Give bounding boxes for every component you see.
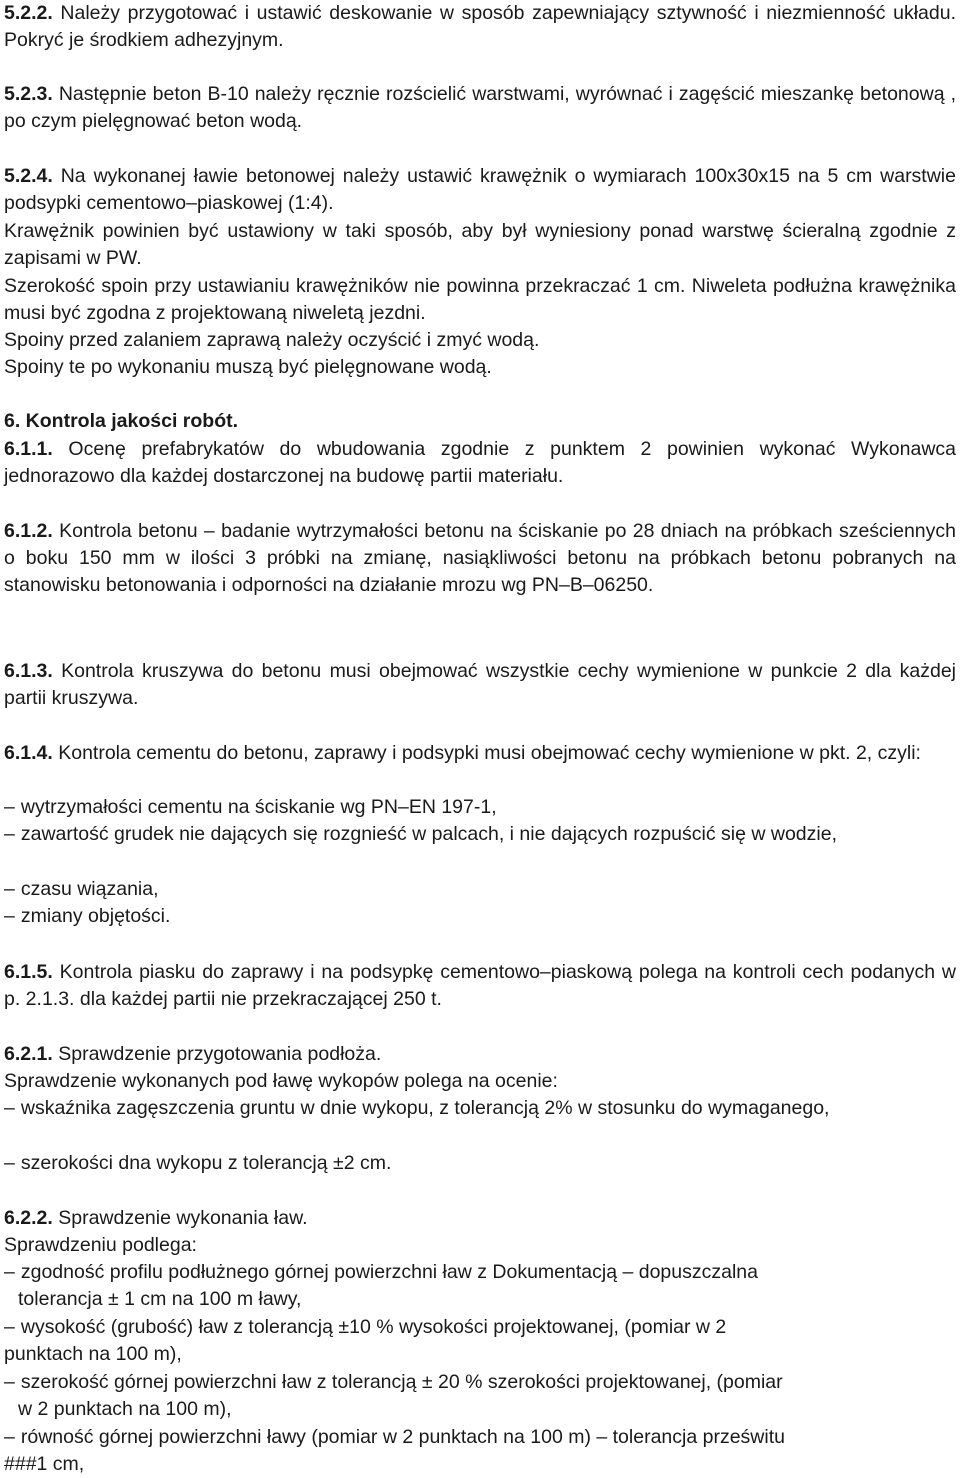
list-item bbox=[4, 1150, 956, 1177]
list-item-text: zmiany objętości. bbox=[20, 905, 171, 927]
section-text: Następnie beton B-10 należy ręcznie rozścielić warstwami, wyrównać i zagęścić mieszankę betonową , po czym pielęgnować beton wodą. bbox=[4, 83, 956, 133]
list-item bbox=[4, 1259, 956, 1313]
paragraph-text: Szerokość spoin przy ustawianiu krawężników nie powinna przekraczać 1 cm. Niweleta podłużna krawężnika musi być zgodna z projektowaną niweletą jezdni. bbox=[4, 275, 956, 325]
section-number: 5.2.4. bbox=[4, 165, 53, 187]
section-6-2-1-intro: Sprawdzenie wykonanych pod ławę wykopów polega na ocenie: bbox=[4, 1070, 558, 1092]
section-6-2-2 bbox=[4, 1205, 956, 1232]
section-title: Sprawdzenie wykonania ław. bbox=[58, 1207, 308, 1229]
section-6-1-3 bbox=[4, 658, 956, 712]
paragraph-text: Spoiny te po wykonaniu muszą być pielęgnowane wodą. bbox=[4, 356, 492, 378]
section-text: Należy przygotować i ustawić deskowanie w sposób zapewniający sztywność i niezmienność układu. Pokryć je środkiem adhezyjnym. bbox=[4, 2, 957, 52]
section-5-2-4-para-5 bbox=[4, 354, 956, 381]
section-number: 6.2.1. bbox=[4, 1043, 53, 1065]
dash-bullet-icon: – bbox=[4, 905, 15, 927]
section-text: Kontrola betonu – badanie wytrzymałości betonu na ściskanie po 28 dniach na próbkach sześciennych o boku 150 mm w ilości 3 próbki na zmianę, nasiąkliwości betonu na próbkach betonu pobranych na stanowisku betonowania i odporności na działanie mrozu wg PN–B–06250. bbox=[4, 520, 956, 597]
list-item bbox=[4, 1314, 956, 1368]
list-item-text: szerokości dna wykopu z tolerancją ±2 cm. bbox=[20, 1152, 392, 1174]
list-item-text: wytrzymałości cementu na ściskanie wg PN–EN 197-1, bbox=[20, 796, 497, 818]
paragraph-text: Krawężnik powinien być ustawiony w taki sposób, aby był wyniesiony ponad warstwę ścieralną zgodnie z zapisami w PW. bbox=[4, 220, 956, 270]
section-number: 6.1.1. bbox=[4, 438, 53, 460]
list-item bbox=[4, 794, 956, 821]
section-6-1-5 bbox=[4, 959, 956, 1013]
dash-bullet-icon: – bbox=[4, 878, 15, 900]
section-6-1-4 bbox=[4, 740, 956, 767]
section-text: Kontrola kruszywa do betonu musi obejmować wszystkie cechy wymienione w punkcie 2 dla każdej partii kruszywa. bbox=[4, 660, 956, 710]
list-item-text: szerokość górnej powierzchni ław z tolerancją ± 20 % szerokości projektowanej, (pomiar bbox=[20, 1371, 783, 1393]
section-number: 6.1.5. bbox=[4, 961, 53, 983]
paragraph-text: Spoiny przed zalaniem zaprawą należy oczyścić i zmyć wodą. bbox=[4, 329, 540, 351]
dash-bullet-icon: – bbox=[4, 796, 15, 818]
section-5-2-3 bbox=[4, 81, 956, 135]
list-item-continuation: w 2 punktach na 100 m), bbox=[18, 1398, 232, 1421]
section-number: 6.1.4. bbox=[4, 742, 53, 764]
dash-bullet-icon: – bbox=[4, 823, 15, 845]
list-item-continuation: punktach na 100 m), bbox=[4, 1343, 182, 1366]
section-5-2-4-para-4 bbox=[4, 327, 956, 354]
section-number: 5.2.2. bbox=[4, 2, 53, 24]
list-item bbox=[4, 1369, 956, 1423]
section-5-2-4-para-3 bbox=[4, 273, 956, 327]
section-text: Na wykonanej ławie betonowej należy ustawić krawężnik o wymiarach 100x30x15 na 5 cm warstwie podsypki cementowo–piaskowej (1:4). bbox=[4, 165, 956, 215]
dash-bullet-icon: – bbox=[4, 1097, 15, 1119]
section-6-2-1 bbox=[4, 1041, 956, 1068]
list-item-text: zawartość grudek nie dających się rozgnieść w palcach, i nie dających rozpuścić się w wodzie, bbox=[20, 823, 837, 845]
section-6-heading: 6. Kontrola jakości robót. bbox=[4, 410, 239, 432]
list-item-text: równość górnej powierzchni ławy (pomiar w 2 punktach na 100 m) – tolerancja prześwitu bbox=[20, 1426, 785, 1448]
dash-bullet-icon: – bbox=[4, 1152, 15, 1174]
list-item bbox=[4, 876, 956, 903]
section-text: Kontrola piasku do zaprawy i na podsypkę cementowo–piaskową polega na kontroli cech podanych w p. 2.1.3. dla każdej partii nie przekraczającej 250 t. bbox=[4, 961, 956, 1011]
section-6-1-2 bbox=[4, 518, 956, 600]
section-6-1-1 bbox=[4, 436, 956, 490]
section-number: 6.1.2. bbox=[4, 520, 53, 542]
section-number: 5.2.3. bbox=[4, 83, 53, 105]
list-item-text: wskaźnika zagęszczenia gruntu w dnie wykopu, z tolerancją 2% w stosunku do wymaganego, bbox=[20, 1097, 830, 1119]
dash-bullet-icon: – bbox=[4, 1261, 15, 1283]
dash-bullet-icon: – bbox=[4, 1316, 15, 1338]
dash-bullet-icon: – bbox=[4, 1426, 15, 1448]
list-item-text: wysokość (grubość) ław z tolerancją ±10 % wysokości projektowanej, (pomiar w 2 bbox=[20, 1316, 727, 1338]
list-item-text: zgodność profilu podłużnego górnej powierzchni ław z Dokumentacją – dopuszczalna bbox=[20, 1261, 758, 1283]
list-item bbox=[4, 1095, 956, 1122]
list-item bbox=[4, 821, 956, 848]
list-item-continuation: tolerancja ± 1 cm na 100 m ławy, bbox=[18, 1288, 302, 1311]
section-5-2-4-para-2 bbox=[4, 218, 956, 272]
list-item bbox=[4, 1424, 956, 1478]
section-5-2-4 bbox=[4, 163, 956, 217]
section-5-2-2 bbox=[4, 0, 956, 54]
list-item-continuation: ###1 cm, bbox=[4, 1453, 85, 1476]
section-title: Sprawdzenie przygotowania podłoża. bbox=[58, 1043, 382, 1065]
list-item-text: czasu wiązania, bbox=[20, 878, 159, 900]
dash-bullet-icon: – bbox=[4, 1371, 15, 1393]
section-text: Kontrola cementu do betonu, zaprawy i podsypki musi obejmować cechy wymienione w pkt. 2, czyli: bbox=[58, 742, 921, 764]
section-number: 6.1.3. bbox=[4, 660, 53, 682]
section-number: 6.2.2. bbox=[4, 1207, 53, 1229]
section-6-2-2-intro: Sprawdzeniu podlega: bbox=[4, 1234, 197, 1256]
section-text: Ocenę prefabrykatów do wbudowania zgodnie z punktem 2 powinien wykonać Wykonawca jednorazowo dla każdej dostarczonej na budowę partii materiału. bbox=[4, 438, 956, 488]
list-item bbox=[4, 903, 956, 930]
